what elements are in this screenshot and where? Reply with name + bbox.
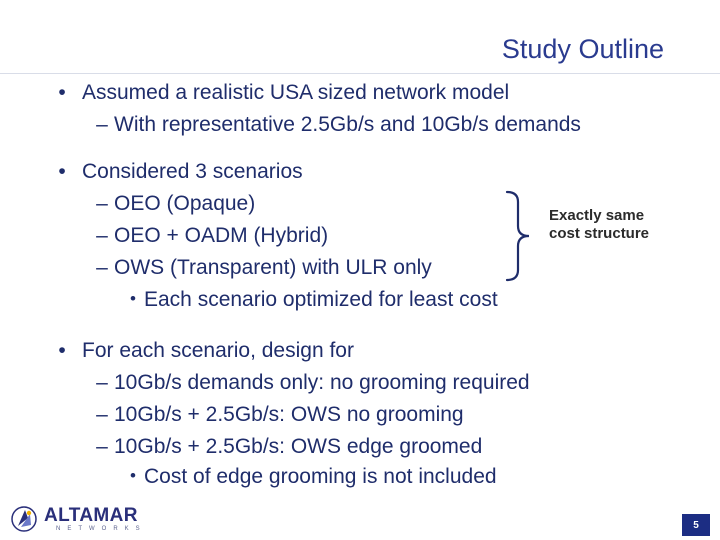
dash-marker: –	[96, 371, 108, 394]
bullet-marker: •	[58, 81, 66, 104]
dash-marker: –	[96, 435, 108, 458]
subbullet-text: With representative 2.5Gb/s and 10Gb/s demands	[114, 113, 581, 136]
logo-subtitle: NETWORKS	[56, 526, 147, 532]
page-number: 5	[682, 514, 710, 536]
altamar-logo	[10, 504, 147, 538]
logo-wordmark: ALTAMAR	[44, 505, 138, 526]
subbullet-text: 10Gb/s demands only: no grooming required	[114, 371, 530, 394]
bullet-text: For each scenario, design for	[82, 339, 354, 362]
dash-marker: –	[96, 256, 108, 279]
note-line-2: cost structure	[549, 224, 650, 242]
subbullet-marker: •	[130, 466, 136, 485]
bullet-marker: •	[58, 339, 66, 362]
dash-marker: –	[96, 192, 108, 215]
cost-structure-note	[549, 207, 689, 242]
title-divider	[0, 73, 720, 74]
slide-title: Study Outline	[501, 34, 664, 64]
bullet-text: Assumed a realistic USA sized network model	[82, 81, 510, 104]
right-brace-icon	[505, 190, 533, 282]
subbullet-text: 10Gb/s + 2.5Gb/s: OWS no grooming	[114, 403, 464, 426]
subbullet-marker: •	[130, 289, 136, 308]
dash-marker: –	[96, 224, 108, 247]
subbullet-text: 10Gb/s + 2.5Gb/s: OWS edge groomed	[114, 435, 483, 458]
bullet-marker: •	[58, 160, 66, 183]
subbullet-text: OWS (Transparent) with ULR only	[114, 256, 432, 279]
dash-marker: –	[96, 113, 108, 136]
subbullet-text: OEO + OADM (Hybrid)	[114, 224, 329, 247]
subsubbullet-text: Cost of edge grooming is not included	[144, 465, 497, 488]
bullet-text: Considered 3 scenarios	[82, 160, 303, 183]
subbullet-text: OEO (Opaque)	[114, 192, 256, 215]
logo-mark-icon	[10, 505, 38, 533]
note-line-1: Exactly same	[549, 207, 645, 224]
dash-marker: –	[96, 403, 108, 426]
subsubbullet-text: Each scenario optimized for least cost	[144, 288, 498, 311]
